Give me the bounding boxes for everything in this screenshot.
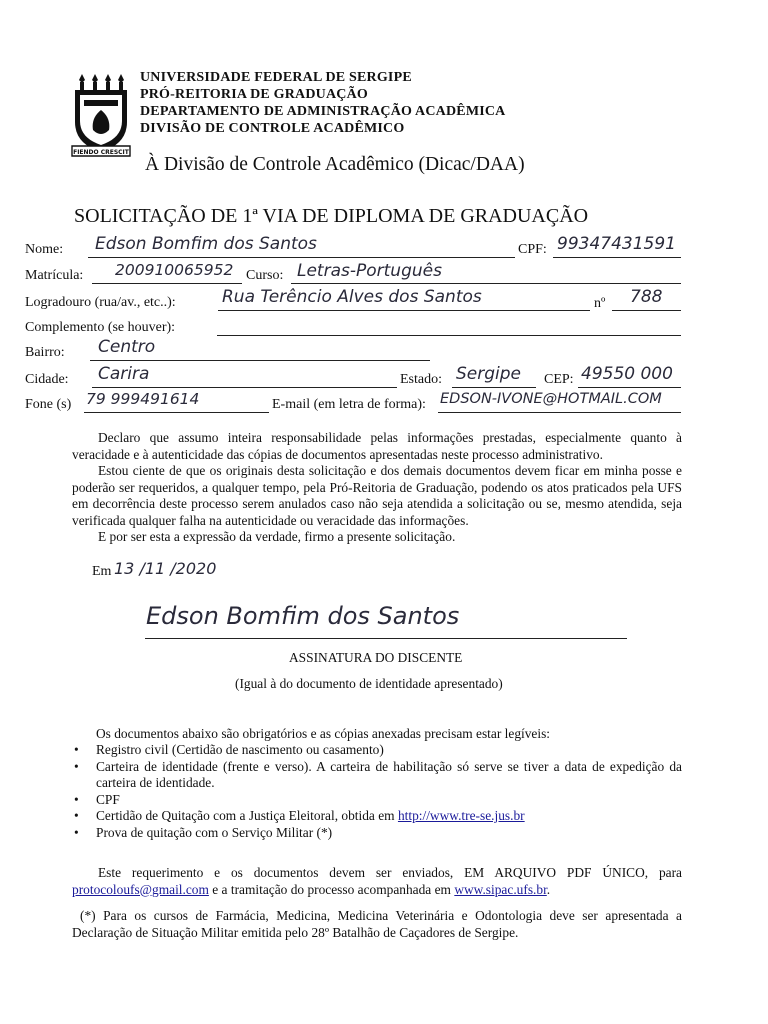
matricula-label: Matrícula: [25, 268, 84, 283]
list-item: • Registro civil (Certidão de nascimento ou casamento) [74, 742, 384, 757]
header-university: UNIVERSIDADE FEDERAL DE SERGIPE [140, 70, 412, 85]
matricula-line [92, 283, 242, 284]
cep-label: CEP: [544, 372, 574, 387]
list-item: • Prova de quitação com o Serviço Militar (*) [74, 824, 333, 840]
tre-link[interactable]: http://www.tre-se.jus.br [397, 808, 525, 823]
fone-field[interactable]: 79 999491614 [86, 390, 200, 408]
protocol-email-link[interactable]: protocoloufs@gmail.com [72, 881, 209, 897]
nome-field[interactable]: Edson Bomfim dos Santos [95, 234, 317, 254]
list-item: • Certidão de Quitação com a Justiça Eleitoral, obtida em http://www.tre-se.jus.br [74, 808, 525, 823]
military-note: (*) Para os cursos de Farmácia, Medicina, Medicina Veterinária e Odontologia deve ser apresentada a Declaração de Situação Militar emitida pelo 28º Batalhão de Caçadores de Sergipe. [72, 908, 682, 940]
estado-field[interactable]: Sergipe [456, 364, 522, 384]
form-title: SOLICITAÇÃO DE 1ª VIA DE DIPLOMA DE GRADUAÇÃO [74, 205, 589, 227]
curso-line [291, 283, 681, 284]
header-department: DEPARTAMENTO DE ADMINISTRAÇÃO ACADÊMICA [140, 104, 506, 119]
signature-line [145, 638, 627, 639]
declaration-paragraph-1: Declaro que assumo inteira responsabilidade pelas informações prestadas, especialmente quanto à veracidade e à autenticidade das cópias de documentos apresentadas neste processo administrativo. [72, 430, 682, 462]
header-prograd: PRÓ-REITORIA DE GRADUAÇÃO [140, 87, 368, 102]
logradouro-label: Logradouro (rua/av., etc..): [25, 295, 176, 310]
cpf-field[interactable]: 99347431591 [557, 234, 676, 254]
sipac-link[interactable]: www.sipac.ufs.br [454, 881, 547, 897]
signature-handwritten: Edson Bomfim dos Santos [146, 602, 460, 630]
cidade-line [92, 387, 397, 388]
date-field[interactable]: 13 /11 /2020 [114, 559, 217, 578]
numero-field[interactable]: 788 [630, 287, 663, 307]
cpf-line [553, 257, 681, 258]
cep-field[interactable]: 49550 000 [581, 364, 673, 384]
email-field[interactable]: EDSON-IVONE@HOTMAIL.COM [440, 391, 662, 407]
email-label: E-mail (em letra de forma): [272, 397, 426, 412]
documents-intro: Os documentos abaixo são obrigatórios e as cópias anexadas precisam estar legíveis: [96, 726, 551, 741]
matricula-field[interactable]: 200910065952 [115, 261, 234, 279]
documents-list [72, 742, 682, 841]
logradouro-field[interactable]: Rua Terêncio Alves dos Santos [222, 287, 482, 307]
list-item: • Carteira de identidade (frente e verso). A carteira de habilitação só serve se tiver a data de expedição da carteira de identidade. [74, 758, 682, 790]
cpf-label: CPF: [518, 242, 547, 257]
header-division: DIVISÃO DE CONTROLE ACADÊMICO [140, 121, 405, 136]
declaration-paragraph-2: Estou ciente de que os originais desta solicitação e dos demais documentos devem ficar em minha posse e poderão ser requeridos, a qualquer tempo, pela Pró-Reitoria de Graduação, podendo os atos praticados pela UFS em decorrência deste processo serem anulados caso não seja atendida a solicitação ou se, mesmo atendida, seja verificada qualquer falha na autenticidade ou veracidade das informações. [72, 463, 682, 528]
curso-label: Curso: [246, 268, 284, 283]
email-line [438, 412, 681, 413]
list-item: • CPF [74, 791, 120, 807]
estado-line [452, 387, 536, 388]
complemento-line [217, 335, 681, 336]
addressee-line: À Divisão de Controle Acadêmico (Dicac/DAA) [145, 154, 525, 175]
cidade-field[interactable]: Carira [98, 364, 150, 384]
declaration-block [72, 430, 682, 546]
cep-line [578, 387, 681, 388]
date-label: Em [92, 564, 112, 579]
declaration-paragraph-3: E por ser esta a expressão da verdade, firmo a presente solicitação. [98, 529, 456, 544]
logradouro-line [218, 310, 590, 311]
fone-label: Fone (s) [25, 397, 72, 412]
fone-line [84, 412, 269, 413]
numero-line [612, 310, 681, 311]
estado-label: Estado: [400, 372, 442, 387]
university-crest-logo [70, 72, 132, 160]
bairro-field[interactable]: Centro [98, 337, 156, 357]
nome-label: Nome: [25, 242, 64, 257]
signature-label: ASSINATURA DO DISCENTE [289, 650, 463, 665]
cidade-label: Cidade: [25, 372, 69, 387]
logo-motto: FIENDO CRESCIT [73, 149, 129, 156]
bairro-label: Bairro: [25, 345, 65, 360]
complemento-label: Complemento (se houver): [25, 320, 176, 335]
nome-line [88, 257, 515, 258]
submission-instructions: Este requerimento e os documentos devem ser enviados, EM ARQUIVO PDF ÚNICO, para protocoloufs@gmail.com e a tramitação do processo acompanhada em www.sipac.ufs.br. [72, 865, 682, 897]
numero-label: nº [594, 296, 606, 311]
signature-note: (Igual à do documento de identidade apresentado) [235, 676, 503, 691]
bairro-line [90, 360, 430, 361]
curso-field[interactable]: Letras-Português [297, 261, 442, 281]
